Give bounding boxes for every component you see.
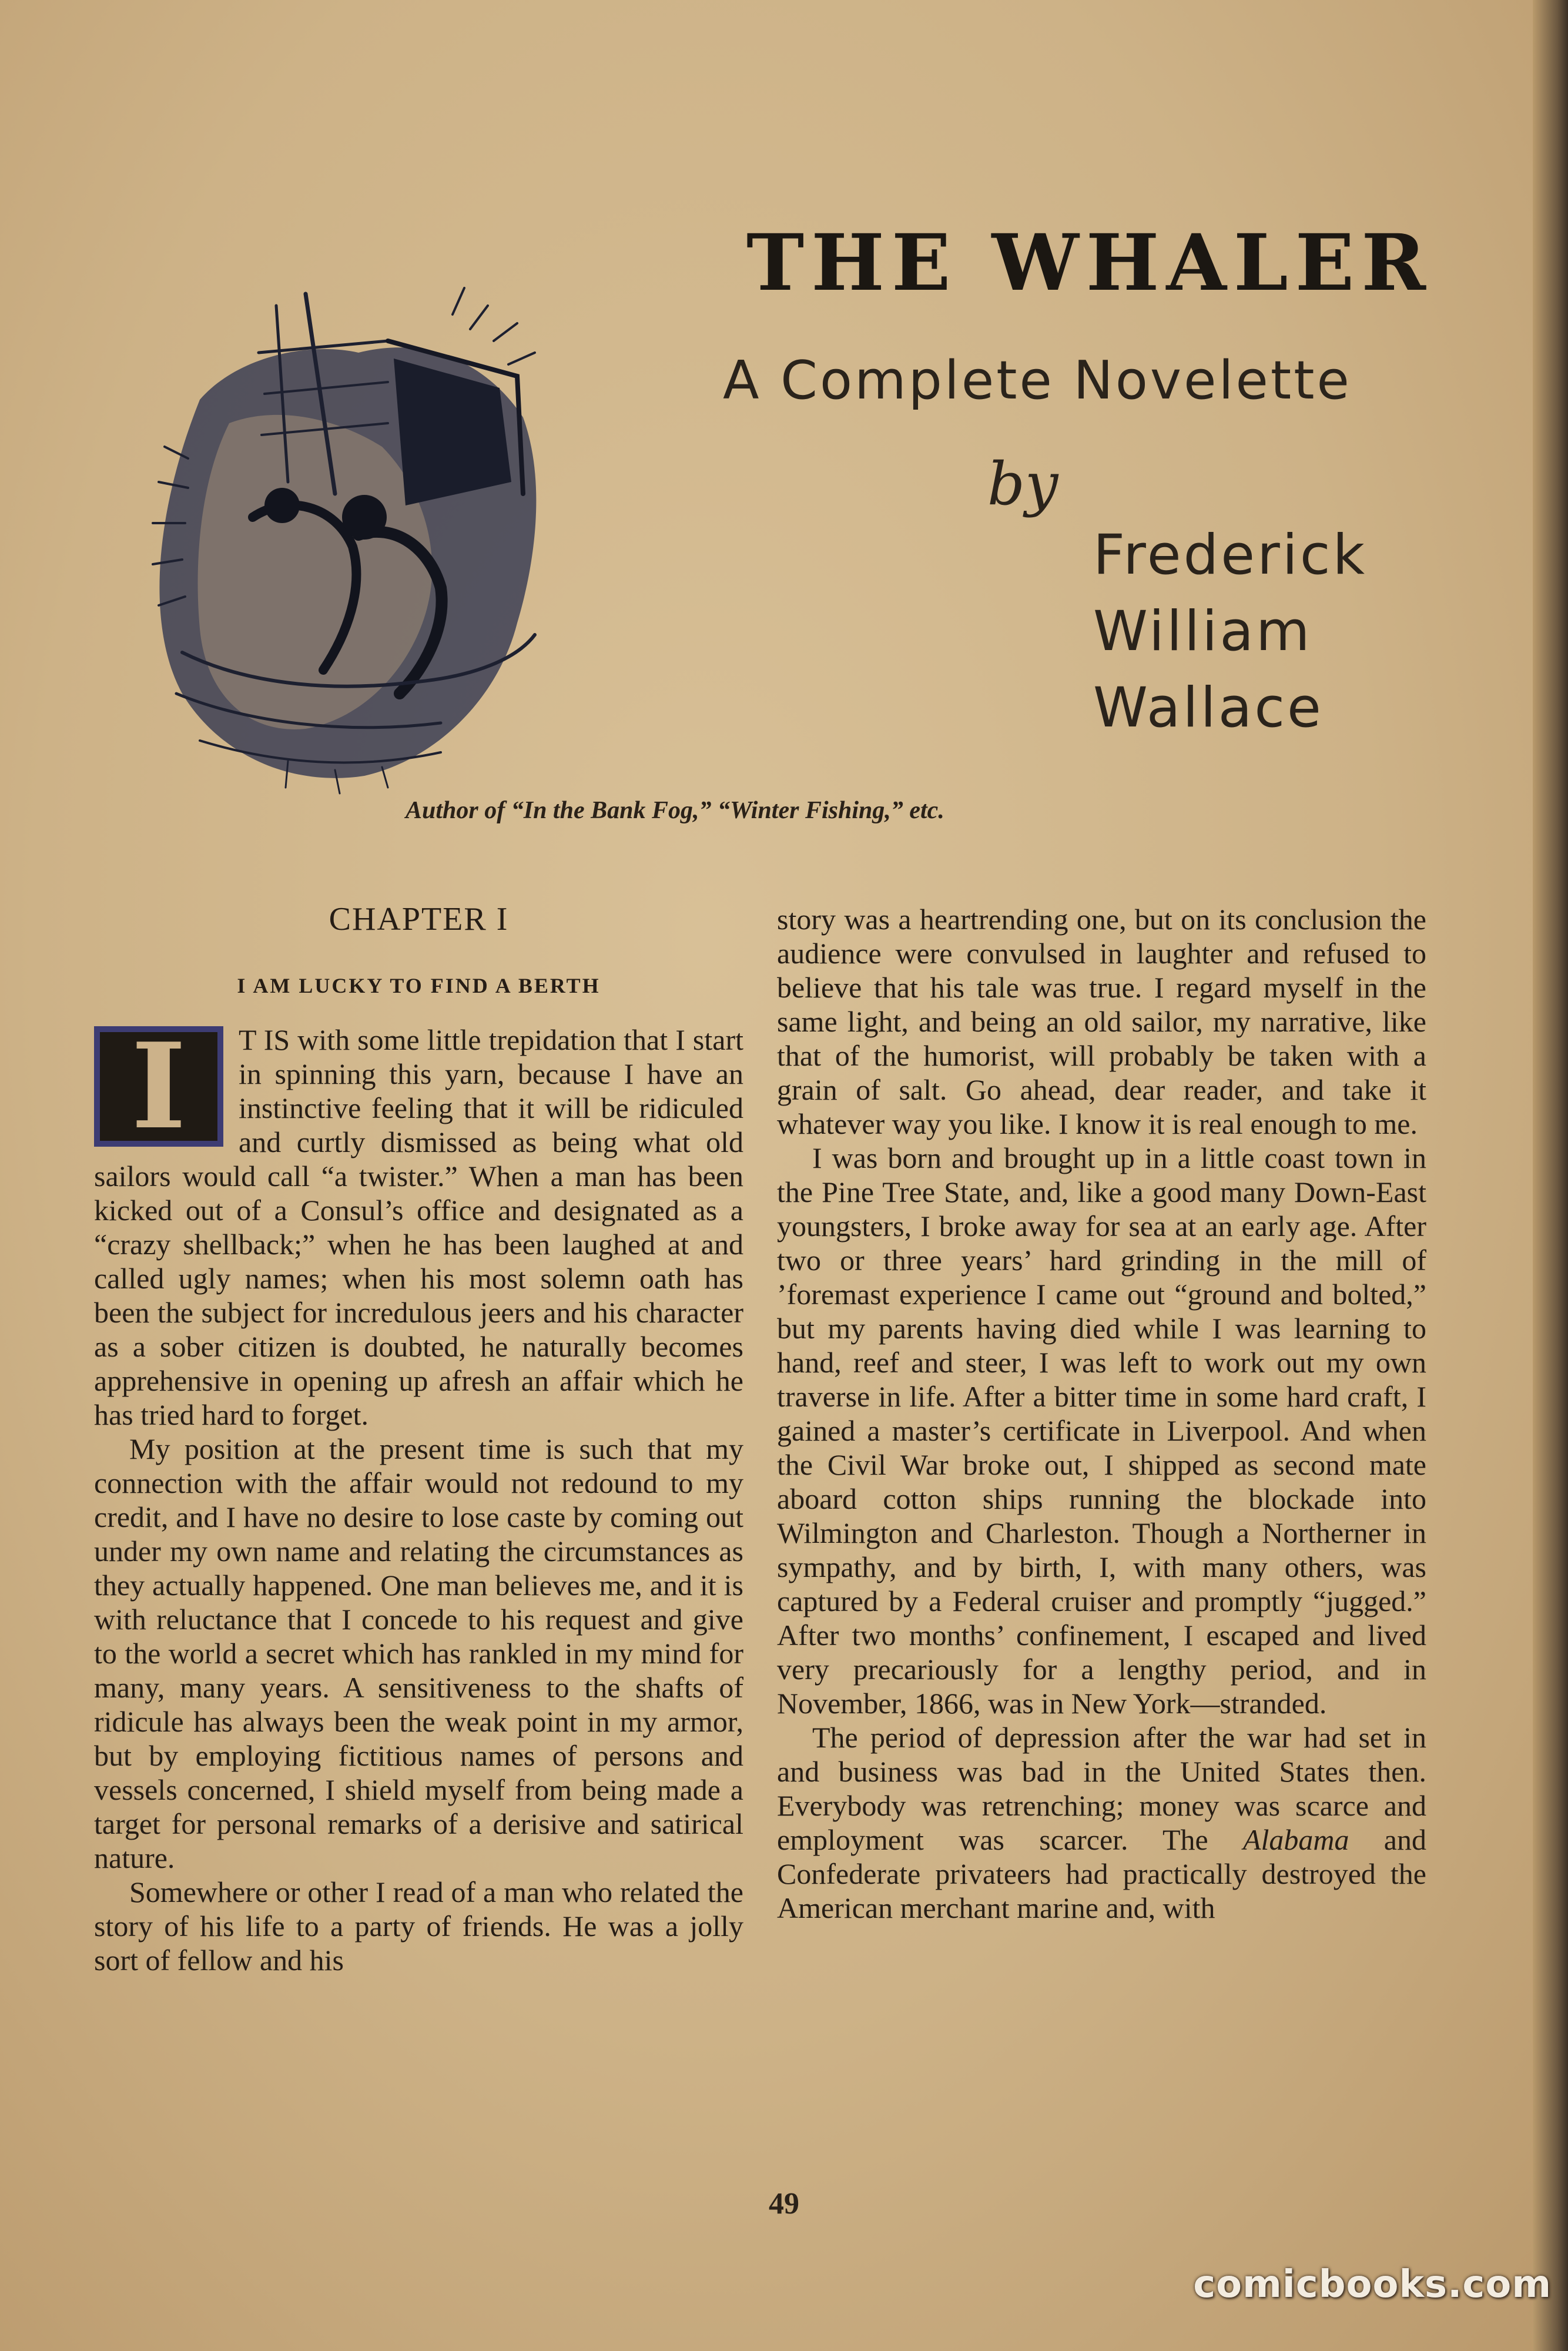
byline-by: by	[987, 450, 1058, 518]
paragraph: Somewhere or other I read of a man who related the story of his life to a party of friends. He was a jolly sort of fellow and his	[94, 1876, 743, 1977]
whaling-scene-illustration	[112, 270, 558, 799]
paragraph: story was a heartrending one, but on its conclusion the audience were convulsed in laughter and refused to believe that his tale was true. I regard myself in the same light, and being an old sailor, my narrative, like that of the humorist, will probably be taken with a grain of salt. Go ahead, dear reader, and take it whatever way you like. I know it is real enough to me.	[777, 903, 1426, 1140]
paragraph	[94, 1017, 743, 1432]
author-first-name: Frederick	[1093, 523, 1368, 587]
author-last-name: Wallace	[1093, 676, 1324, 740]
chapter-heading: CHAPTER I	[329, 901, 509, 937]
drop-cap: I	[94, 1026, 223, 1147]
page-number: 49	[769, 2187, 799, 2221]
source-watermark: comicbooks.com	[1193, 2263, 1552, 2306]
paragraph: My position at the present time is such that my connection with the affair would not redound to my credit, and I have no desire to lose caste by coming out under my own name and relating the circumstances as they actually happened. One man believes me, and it is with reluctance that I concede to his request and give to the world a secret which has rankled in my mind for many, many years. A sensitiveness to the shafts of ridicule has always been the weak point in my armor, but by employing fictitious names of persons and vessels concerned, I shield myself from being made a target for personal remarks of a derisive and satirical nature.	[94, 1432, 743, 1874]
paragraph: I was born and brought up in a little coast town in the Pine Tree State, and, like a good many Down-East youngsters, I broke away for sea at an early age. After two or three years’ hard grinding in the mill of ’foremast experience I came out “ground and bolted,” but my parents having died while I was learning to hand, reef and steer, I was left to work out my own traverse in life. After a bitter time in some hard craft, I gained a master’s certificate in Liverpool. And when the Civil War broke out, I shipped as second mate aboard cotton ships running the blockade into Wilmington and Charleston. Though a Northerner in sympathy, and by birth, I, with many others, was captured by a Federal cruiser and promptly “jugged.” After two months’ confinement, I escaped and lived very precariously for a lengthy period, and in November, 1866, was in New York—stranded.	[777, 1141, 1426, 1720]
paragraph-text: The period of depression after the war had set in and business was bad in the United States then. Everybody was retrenching; money was scarce and employment was scarcer. The	[777, 1721, 1426, 1856]
engraving-icon	[153, 288, 536, 793]
story-subtitle: A Complete Novelette	[723, 350, 1352, 411]
text-column-left	[94, 902, 743, 1977]
paragraph-text: and Confederate privateers had practically destroyed the American merchant marine and, with	[777, 1823, 1426, 1924]
author-middle-name: William	[1093, 600, 1312, 664]
page-spine-shadow	[1533, 0, 1568, 2351]
chapter-subheading: I AM LUCKY TO FIND A BERTH	[237, 974, 601, 997]
paragraph-text: T IS with some little trepidation that I start in spinning this yarn, because I have an instinctive feeling that it will be ridiculed and curtly dismissed as being what old sailors would call “a twister.” When a man has been kicked out of a Consul’s office and designated as a “crazy shellback;” when he has been laughed at and called ugly names; when his most solemn oath has been the subject for incredulous jeers and his character as a sober citizen is doubted, he naturally becomes apprehensive in opening up afresh an affair which he has tried hard to forget.	[94, 1023, 743, 1431]
author-credits: Author of “In the Bank Fog,” “Winter Fishing,” etc.	[406, 797, 944, 824]
story-title: THE WHALER	[746, 217, 1433, 309]
paragraph	[777, 1720, 1426, 1925]
text-column-right	[777, 902, 1426, 1925]
ship-name-italic: Alabama	[1242, 1823, 1349, 1856]
